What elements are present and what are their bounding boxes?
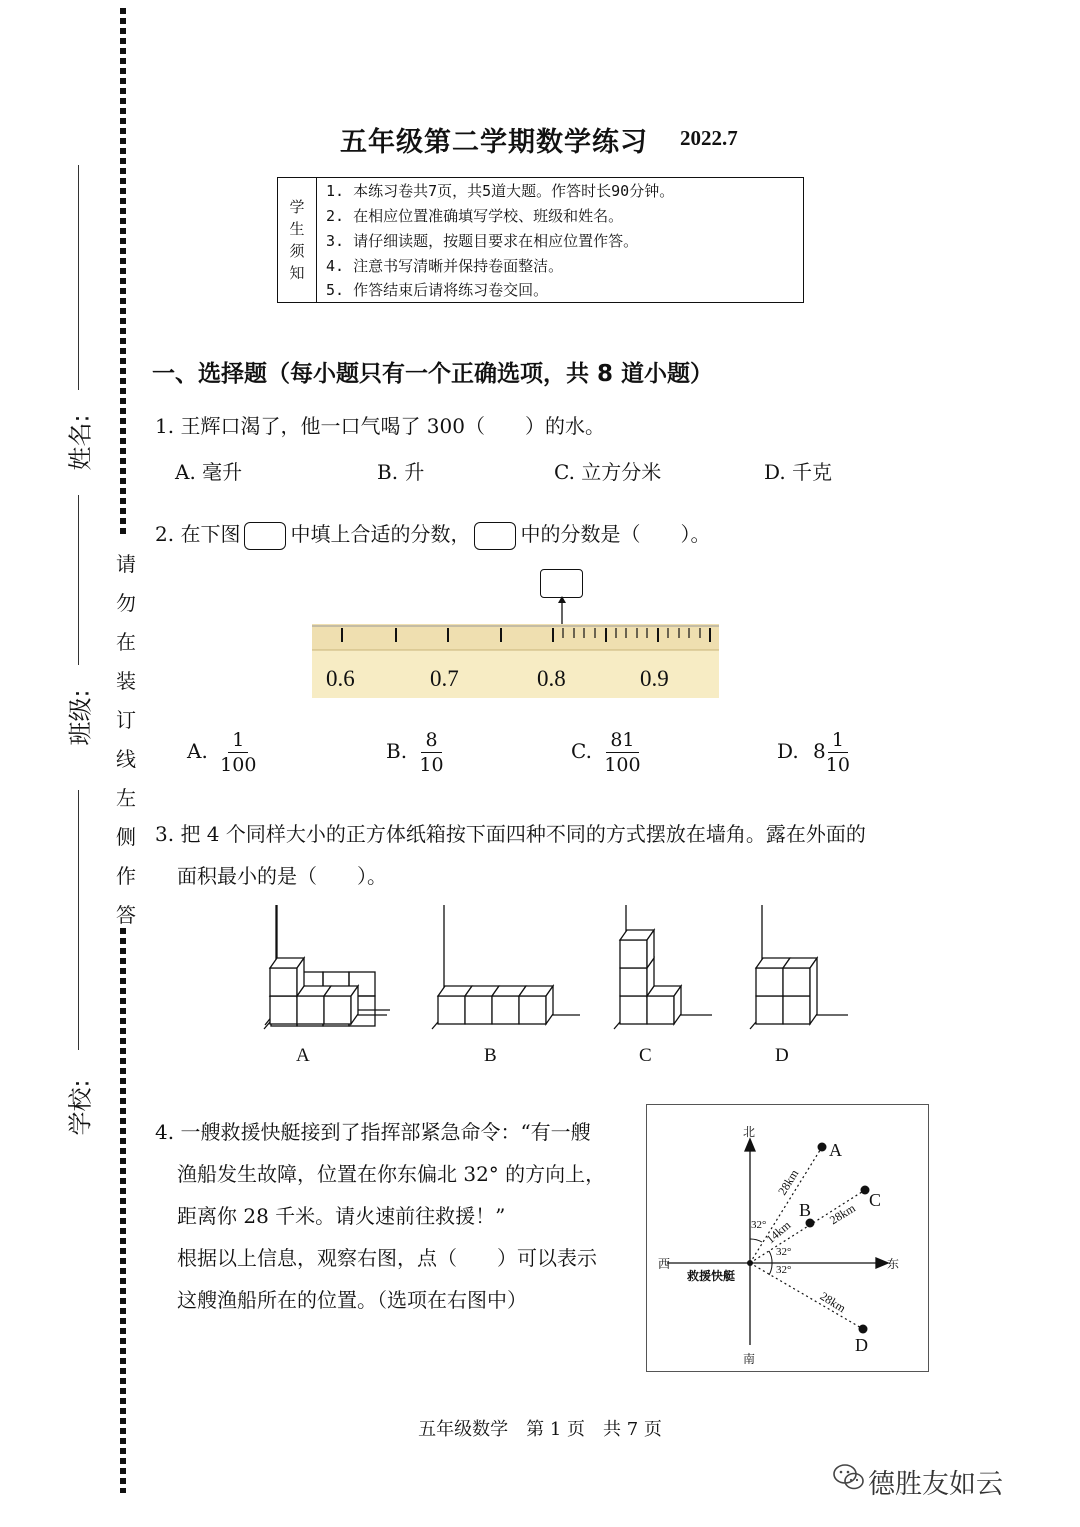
question-1-option-d: D. 千克 [764, 460, 833, 484]
fraction [419, 728, 443, 777]
binding-warning-char: 勿 [116, 591, 136, 615]
map-point-d: D [855, 1335, 868, 1355]
cube-label-d: D [775, 1045, 789, 1066]
question-1-option-a: A. 毫升 [175, 460, 243, 484]
numerator: 8 [421, 728, 441, 753]
fraction [220, 728, 256, 777]
cube-figure-b [430, 903, 590, 1033]
notice-item: 1. 本练习卷共7页，共5道大题。作答时长90分钟。 [326, 182, 675, 200]
map-east: 东 [887, 1257, 900, 1271]
notice-item: 2. 在相应位置准确填写学校、班级和姓名。 [326, 207, 624, 225]
cube-label-c: C [639, 1045, 652, 1066]
name-label: 姓名: [66, 414, 95, 471]
question-1-option-c: C. 立方分米 [554, 460, 662, 484]
question-3-stem-line2: 面积最小的是（ ）。 [177, 864, 387, 888]
binding-warning-char: 线 [116, 747, 136, 771]
notice-heading-char: 知 [289, 264, 305, 282]
cube-figure-c [612, 903, 722, 1033]
map-distance-c: 28km [827, 1200, 858, 1228]
binding-warning-char: 装 [116, 669, 136, 693]
direction-map [646, 1104, 929, 1372]
notice-heading-char: 学 [289, 198, 305, 216]
map-point-b: B [799, 1200, 812, 1220]
ruler-label: 0.9 [640, 666, 669, 691]
numerator: 1 [828, 728, 848, 753]
map-angle: 32° [751, 1219, 767, 1231]
numerator: 1 [228, 728, 248, 753]
map-south: 南 [743, 1352, 756, 1366]
fraction [826, 728, 850, 777]
map-point-c: C [869, 1190, 882, 1210]
map-distance-d: 28km [817, 1288, 849, 1316]
question-3-stem-line1: 3. 把 4 个同样大小的正方体纸箱按下面四种不同的方式摆放在墙角。露在外面的 [155, 822, 866, 846]
denominator: 10 [825, 754, 850, 776]
class-field-line [78, 495, 79, 665]
option-letter: C. [571, 739, 592, 763]
binding-warning-char: 左 [116, 786, 136, 810]
question-4-line: 渔船发生故障，位置在你东偏北 32° 的方向上， [177, 1162, 606, 1186]
student-notice-box [277, 177, 804, 303]
question-2-option-a [187, 728, 256, 777]
question-2-stem [155, 518, 710, 550]
question-1-stem: 1. 王辉口渴了，他一口气喝了 300（ ）的水。 [155, 414, 605, 438]
notice-heading [278, 178, 317, 302]
question-1-option-b: B. 升 [377, 460, 425, 484]
notice-item: 3. 请仔细读题，按题目要求在相应位置作答。 [326, 232, 639, 250]
fraction [604, 728, 640, 777]
map-north: 北 [743, 1125, 756, 1139]
page-title: 五年级第二学期数学练习 [340, 127, 648, 158]
question-4-line: 4. 一艘救援快艇接到了指挥部紧急命令：“有一艘 [155, 1120, 591, 1144]
cube-label-a: A [296, 1045, 310, 1066]
school-label: 学校: [66, 1079, 95, 1136]
question-2-stem-part: 中填上合适的分数， [290, 522, 471, 546]
cube-figure-a [262, 903, 392, 1033]
question-4-line: 根据以上信息，观察右图，点（ ）可以表示 [177, 1246, 597, 1270]
exam-date: 2022.7 [680, 126, 738, 150]
option-letter: B. [386, 739, 408, 763]
question-2-stem-part: 2. 在下图 [155, 522, 241, 546]
question-4-line: 距离你 28 千米。请火速前往救援！” [177, 1204, 506, 1228]
notice-item: 4. 注意书写清晰并保持卷面整洁。 [326, 257, 564, 275]
ruler-answer-box [540, 569, 583, 598]
option-letter: A. [187, 739, 208, 763]
question-2-option-b [386, 728, 444, 777]
notice-heading-char: 须 [289, 242, 305, 260]
ruler-label: 0.8 [537, 666, 566, 691]
binding-warning-char: 请 [116, 552, 136, 576]
section-heading: 一、选择题（每小题只有一个正确选项，共 8 道小题） [152, 361, 714, 387]
question-2-option-c [571, 728, 641, 777]
map-distance-b: 14km [763, 1217, 794, 1247]
question-2-stem-part: 中的分数是（ ）。 [520, 522, 711, 546]
ruler-label: 0.6 [326, 666, 355, 691]
wechat-icon [832, 1462, 866, 1492]
map-angle: 32° [776, 1264, 792, 1276]
watermark-text: 德胜友如云 [868, 1469, 1003, 1500]
binding-warning-char: 侧 [116, 825, 136, 849]
question-2-option-d [777, 728, 850, 777]
direction-map-graphic [647, 1105, 928, 1371]
notice-item: 5. 作答结束后请将练习卷交回。 [326, 281, 549, 299]
numerator: 81 [606, 728, 638, 753]
binding-warning-char: 作 [116, 864, 136, 888]
notice-list [316, 178, 796, 302]
class-label: 班级: [66, 689, 95, 746]
answer-box-icon [474, 522, 516, 550]
question-4-line: 这艘渔船所在的位置。（选项在右图中） [177, 1288, 527, 1312]
name-field-line [78, 165, 79, 390]
map-origin-label: 救援快艇 [687, 1269, 736, 1283]
binding-warning-char: 订 [116, 708, 136, 732]
denominator: 100 [604, 754, 641, 776]
binding-warning-char: 答 [116, 903, 136, 927]
map-angle: 32° [776, 1246, 792, 1258]
binding-dotted-line-bottom [120, 928, 126, 1493]
notice-heading-char: 生 [289, 220, 305, 238]
option-letter: D. [777, 739, 799, 763]
map-west: 西 [658, 1257, 671, 1271]
page-footer: 五年级数学 第 1 页 共 7 页 [418, 1419, 662, 1440]
binding-dotted-line-top [120, 8, 126, 536]
map-distance-a: 28km [775, 1166, 802, 1198]
binding-warning-char: 在 [116, 630, 136, 654]
number-ruler [312, 620, 719, 700]
denominator: 10 [419, 754, 444, 776]
cube-label-b: B [484, 1045, 497, 1066]
school-field-line [78, 790, 79, 1050]
denominator: 100 [220, 754, 257, 776]
cube-figure-d [748, 903, 858, 1033]
mixed-whole: 8 [813, 739, 826, 763]
ruler-label: 0.7 [430, 666, 459, 691]
answer-box-icon [244, 522, 286, 550]
map-point-a: A [829, 1140, 842, 1160]
